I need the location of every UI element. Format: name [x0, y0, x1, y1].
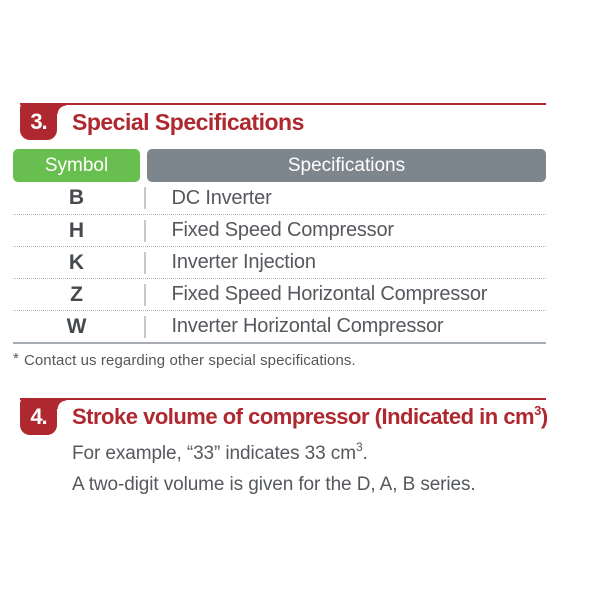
table-row [13, 310, 546, 342]
section-4-body [72, 438, 476, 500]
column-divider [144, 316, 146, 338]
section-4-title [72, 402, 548, 432]
symbol-cell: K [68, 250, 85, 274]
body-line-2: A two-digit volume is given for the D, A, B series. [72, 474, 476, 495]
table-header-specifications: Specifications [147, 149, 546, 182]
symbol-cell: W [66, 314, 87, 338]
specification-cell: Inverter Horizontal Compressor [171, 315, 444, 337]
column-divider [144, 220, 146, 242]
body-line-1 [72, 438, 476, 469]
section-4-accent-rule [20, 398, 546, 400]
body-line-1-text: For example, “33” indicates 33 cm [72, 443, 356, 464]
column-divider [144, 252, 146, 274]
column-divider [144, 187, 146, 209]
column-divider [144, 284, 146, 306]
symbol-cell: H [68, 218, 85, 242]
footnote-asterisk: * [13, 350, 19, 367]
section-3-accent-rule [20, 103, 546, 105]
cubic-superscript: 3 [355, 439, 363, 454]
section-4-title-text: Stroke volume of compressor (Indicated in cm [72, 404, 535, 429]
body-line-1-period: . [362, 443, 368, 464]
symbol-cell: Z [70, 282, 83, 306]
specification-cell: DC Inverter [171, 186, 272, 209]
specification-cell: Inverter Injection [171, 251, 316, 273]
cubic-superscript: 3 [534, 402, 541, 418]
table-row [13, 278, 546, 310]
section-4-title-close: ) [540, 404, 548, 429]
table-row [13, 182, 546, 214]
symbol-cell: B [68, 186, 85, 209]
section-4-number-badge [20, 398, 57, 435]
section-3-number-badge [20, 103, 57, 140]
section-3-title: Special Specifications [72, 109, 304, 135]
spec-table-body [13, 182, 546, 344]
section-3-number: 3. [30, 108, 47, 134]
footnote-text: Contact us regarding other special specifications. [23, 352, 356, 369]
table-header-symbol: Symbol [13, 149, 140, 182]
table-row [13, 246, 546, 278]
specification-cell: Fixed Speed Horizontal Compressor [171, 283, 488, 305]
section-4-number: 4. [30, 403, 47, 429]
table-footnote [13, 352, 356, 369]
specification-cell: Fixed Speed Compressor [171, 219, 394, 241]
table-row [13, 214, 546, 246]
